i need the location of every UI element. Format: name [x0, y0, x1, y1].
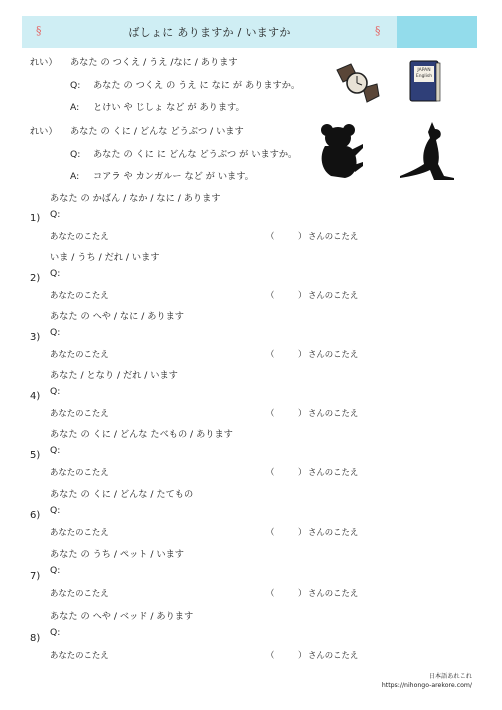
- exercise-prompt: あなた の へや / なに / あります: [50, 311, 184, 322]
- partner-answer-label: さんのこたえ: [308, 588, 359, 598]
- example-a-label: A:: [70, 102, 80, 113]
- header-accent-box: [397, 16, 477, 48]
- partner-name-paren-close: ）: [298, 588, 307, 598]
- your-answer-label: あなたのこたえ: [50, 650, 109, 660]
- partner-answer-label: さんのこたえ: [308, 650, 359, 660]
- partner-answer-label: さんのこたえ: [308, 408, 359, 418]
- exercise-number: 3): [30, 332, 41, 343]
- partner-name-paren-open: （: [266, 467, 275, 477]
- partner-name-paren-open: （: [266, 527, 275, 537]
- exercise-prompt: あなた の くに / どんな / たてもの: [50, 489, 194, 500]
- exercise-number: 2): [30, 273, 41, 284]
- example-answer: とけい や じしょ など が あります。: [93, 102, 245, 113]
- exercise-q-label: Q:: [50, 268, 61, 279]
- example-prompt: あなた の つくえ / うえ /なに / あります: [70, 57, 238, 68]
- exercise-number: 6): [30, 510, 41, 521]
- your-answer-label: あなたのこたえ: [50, 467, 109, 477]
- partner-name-paren-close: ）: [298, 290, 307, 300]
- kangaroo-icon: [398, 120, 456, 182]
- partner-name-paren-close: ）: [298, 467, 307, 477]
- example-q-label: Q:: [70, 80, 81, 91]
- partner-name-paren-open: （: [266, 650, 275, 660]
- partner-name-paren-close: ）: [298, 231, 307, 241]
- example-answer: コアラ や カンガルー など が います。: [93, 171, 254, 182]
- worksheet-header: [22, 16, 477, 48]
- your-answer-label: あなたのこたえ: [50, 349, 109, 359]
- exercise-number: 8): [30, 633, 41, 644]
- example-prompt: あなた の くに / どんな どうぶつ / います: [70, 126, 244, 137]
- partner-name-paren-open: （: [266, 588, 275, 598]
- exercise-prompt: あなた の へや / ベッド / あります: [50, 611, 194, 622]
- exercise-prompt: いま / うち / だれ / います: [50, 252, 160, 263]
- partner-name-paren-close: ）: [298, 650, 307, 660]
- example-label: れい）: [30, 57, 58, 68]
- wristwatch-icon: [333, 62, 381, 104]
- exercise-prompt: あなた の くに / どんな たべもの / あります: [50, 429, 233, 440]
- example-label: れい）: [30, 126, 58, 137]
- exercise-q-label: Q:: [50, 627, 61, 638]
- partner-name-paren-close: ）: [298, 408, 307, 418]
- exercise-q-label: Q:: [50, 565, 61, 576]
- your-answer-label: あなたのこたえ: [50, 588, 109, 598]
- exercise-number: 4): [30, 391, 41, 402]
- partner-name-paren-open: （: [266, 231, 275, 241]
- partner-name-paren-close: ）: [298, 527, 307, 537]
- section-mark-right: §: [375, 24, 381, 37]
- partner-answer-label: さんのこたえ: [308, 467, 359, 477]
- dictionary-icon: [408, 58, 442, 104]
- your-answer-label: あなたのこたえ: [50, 527, 109, 537]
- example-q-label: Q:: [70, 149, 81, 160]
- site-name: 日本語あれこれ: [428, 673, 472, 680]
- footer: [382, 672, 472, 690]
- exercise-prompt: あなた / となり / だれ / います: [50, 370, 178, 381]
- exercise-q-label: Q:: [50, 209, 61, 220]
- partner-name-paren-open: （: [266, 408, 275, 418]
- exercise-number: 7): [30, 571, 41, 582]
- exercise-prompt: あなた の うち / ペット / います: [50, 549, 184, 560]
- your-answer-label: あなたのこたえ: [50, 231, 109, 241]
- exercise-q-label: Q:: [50, 386, 61, 397]
- exercise-number: 5): [30, 450, 41, 461]
- worksheet-title: ばしょに ありますか / いますか: [128, 26, 291, 39]
- koala-icon: [315, 122, 365, 180]
- partner-name-paren-open: （: [266, 349, 275, 359]
- exercise-q-label: Q:: [50, 327, 61, 338]
- site-url[interactable]: https://nihongo-arekore.com/: [381, 682, 472, 689]
- partner-answer-label: さんのこたえ: [308, 231, 359, 241]
- partner-answer-label: さんのこたえ: [308, 527, 359, 537]
- partner-name-paren-open: （: [266, 290, 275, 300]
- partner-answer-label: さんのこたえ: [308, 349, 359, 359]
- your-answer-label: あなたのこたえ: [50, 290, 109, 300]
- exercise-number: 1): [30, 213, 41, 224]
- partner-answer-label: さんのこたえ: [308, 290, 359, 300]
- section-mark-left: §: [36, 24, 42, 37]
- exercise-q-label: Q:: [50, 505, 61, 516]
- example-question: あなた の くに に どんな どうぶつ が いますか。: [93, 149, 298, 160]
- exercise-prompt: あなた の かばん / なか / なに / あります: [50, 193, 221, 204]
- your-answer-label: あなたのこたえ: [50, 408, 109, 418]
- example-a-label: A:: [70, 171, 80, 182]
- exercise-q-label: Q:: [50, 445, 61, 456]
- partner-name-paren-close: ）: [298, 349, 307, 359]
- dictionary-cover-text: JAPAN English: [415, 68, 433, 79]
- example-question: あなた の つくえ の うえ に なに が ありますか。: [93, 80, 301, 91]
